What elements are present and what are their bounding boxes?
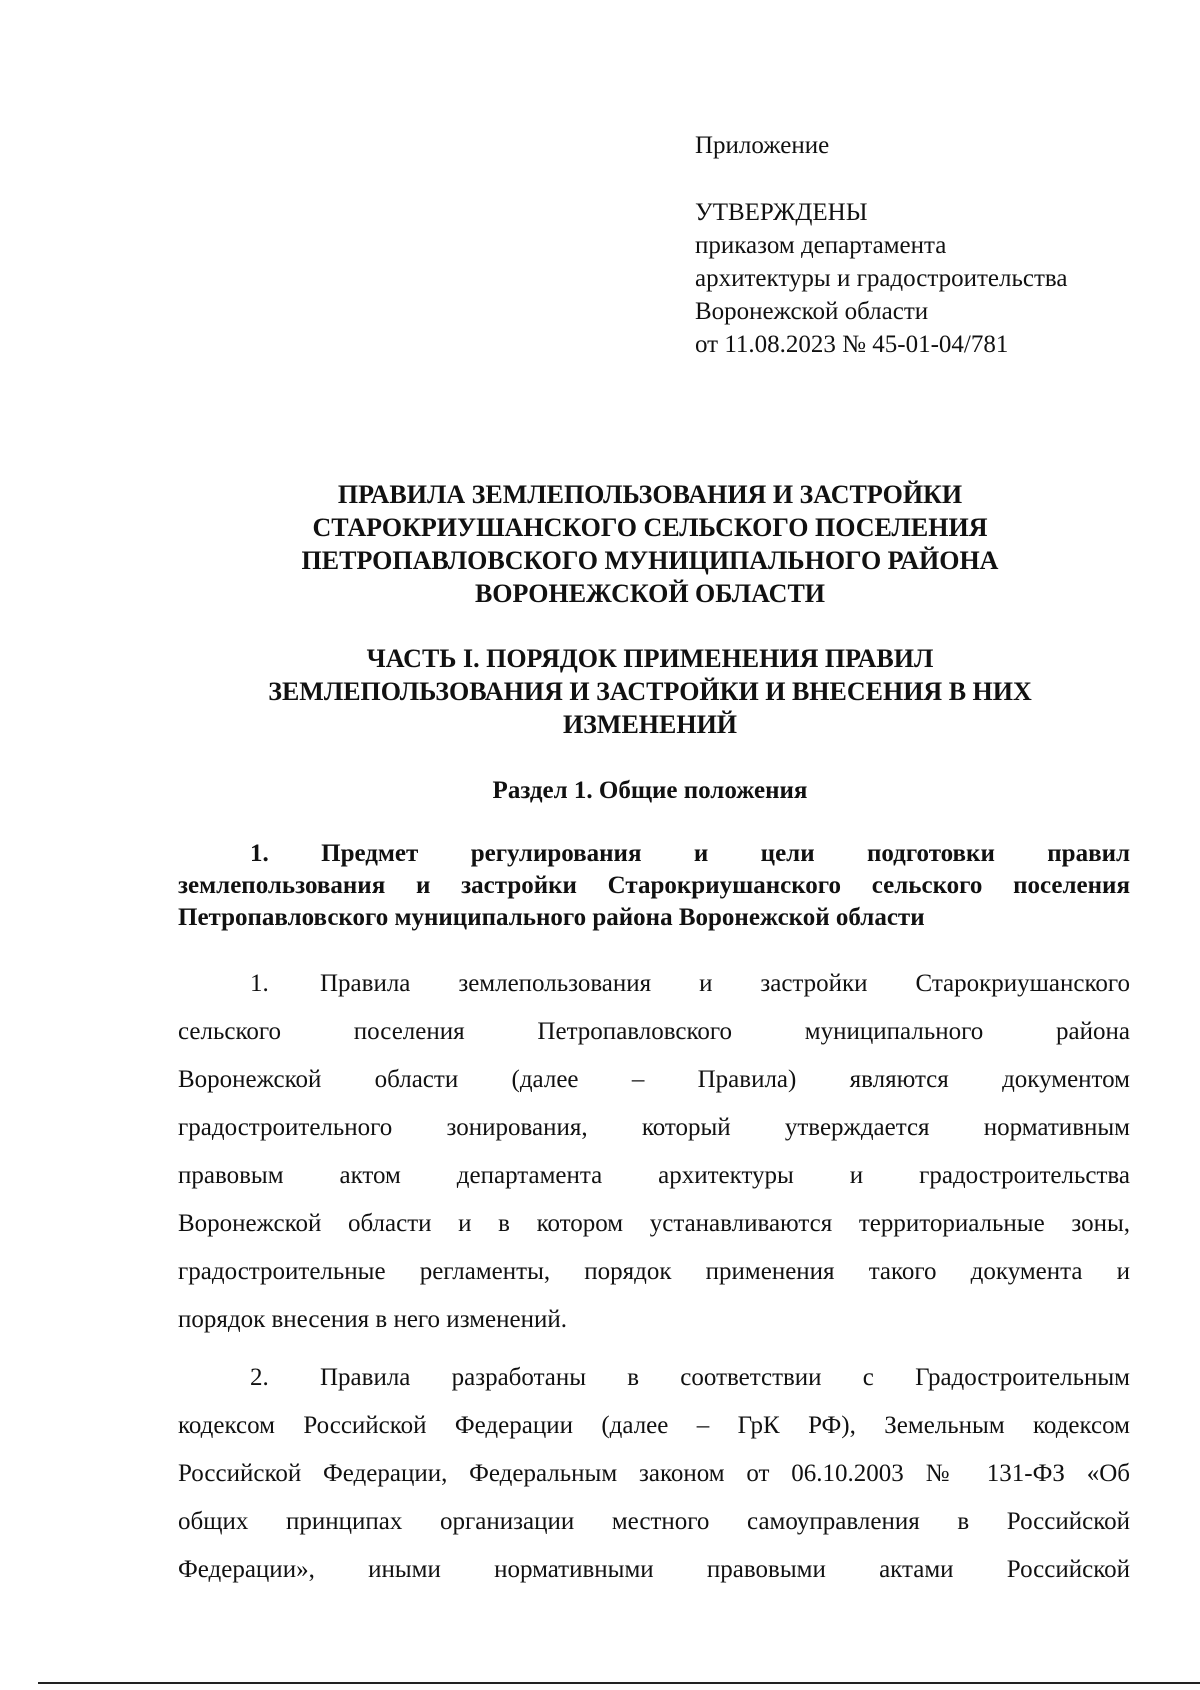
paragraph-line: кодексом Российской Федерации (далее – ГрК РФ), Земельным кодексом	[178, 1412, 1130, 1439]
paragraph-text: Правила землепользования и застройки Старокриушанского	[320, 970, 1130, 997]
article-line: землепользования и застройки Старокриушанского сельского поселения	[178, 872, 1130, 899]
paragraph-line: Воронежской области (далее – Правила) являются документом	[178, 1066, 1130, 1093]
title-line: ПЕТРОПАВЛОВСКОГО МУНИЦИПАЛЬНОГО РАЙОНА	[301, 546, 999, 575]
part-line: ЧАСТЬ I. ПОРЯДОК ПРИМЕНЕНИЯ ПРАВИЛ	[366, 644, 934, 673]
article-line: Петропавловского муниципального района Воронежской области	[178, 904, 925, 931]
section-title: Раздел 1. Общие положения	[492, 777, 808, 804]
article-line: 1. Предмет регулирования и цели подготовки правил	[250, 840, 1130, 867]
paragraph-line: общих принципах организации местного самоуправления в Российской	[178, 1508, 1130, 1535]
paragraph-line: Федерации», иными нормативными правовыми актами Российской	[178, 1556, 1130, 1583]
paragraph-line: Российской Федерации, Федеральным законом от 06.10.2003 № 131-ФЗ «Об	[178, 1460, 1130, 1487]
article-heading	[178, 838, 1130, 934]
paragraph-2	[178, 1354, 1130, 1594]
paragraph-line: градостроительного зонирования, который утверждается нормативным	[178, 1114, 1130, 1141]
title-line: СТАРОКРИУШАНСКОГО СЕЛЬСКОГО ПОСЕЛЕНИЯ	[312, 513, 988, 542]
paragraph-line: правовым актом департамента архитектуры и градостроительства	[178, 1162, 1130, 1189]
approval-line: Воронежской области	[695, 298, 929, 325]
document-title	[170, 478, 1130, 610]
paragraph-number: 1.	[250, 970, 269, 997]
title-line: ПРАВИЛА ЗЕМЛЕПОЛЬЗОВАНИЯ И ЗАСТРОЙКИ	[337, 480, 963, 509]
paragraph-line: Воронежской области и в котором устанавливаются территориальные зоны,	[178, 1210, 1130, 1237]
paragraph-number: 2.	[250, 1364, 269, 1391]
part-heading	[170, 642, 1130, 741]
paragraph-text: Правила разработаны в соответствии с Градостроительным	[320, 1364, 1130, 1391]
paragraph-line	[178, 1354, 1130, 1402]
section-heading	[170, 774, 1130, 807]
part-line: ИЗМЕНЕНИЙ	[562, 710, 738, 739]
appendix-label: Приложение	[695, 132, 830, 159]
scan-edge-divider	[38, 1682, 1200, 1684]
title-line: ВОРОНЕЖСКОЙ ОБЛАСТИ	[474, 579, 826, 608]
approval-heading: УТВЕРЖДЕНЫ	[695, 199, 868, 226]
paragraph-line: градостроительные регламенты, порядок применения такого документа и	[178, 1258, 1130, 1285]
approval-line: архитектуры и градостроительства	[695, 265, 1068, 292]
paragraph-1	[178, 960, 1130, 1344]
paragraph-line: порядок внесения в него изменений.	[178, 1306, 567, 1333]
approval-block	[695, 196, 1067, 361]
approval-line: приказом департамента	[695, 232, 947, 259]
paragraph-line	[178, 960, 1130, 1008]
approval-order-number: от 11.08.2023 № 45-01-04/781	[695, 331, 1009, 358]
part-line: ЗЕМЛЕПОЛЬЗОВАНИЯ И ЗАСТРОЙКИ И ВНЕСЕНИЯ В НИХ	[268, 677, 1032, 706]
paragraph-line: сельского поселения Петропавловского муниципального района	[178, 1018, 1130, 1045]
